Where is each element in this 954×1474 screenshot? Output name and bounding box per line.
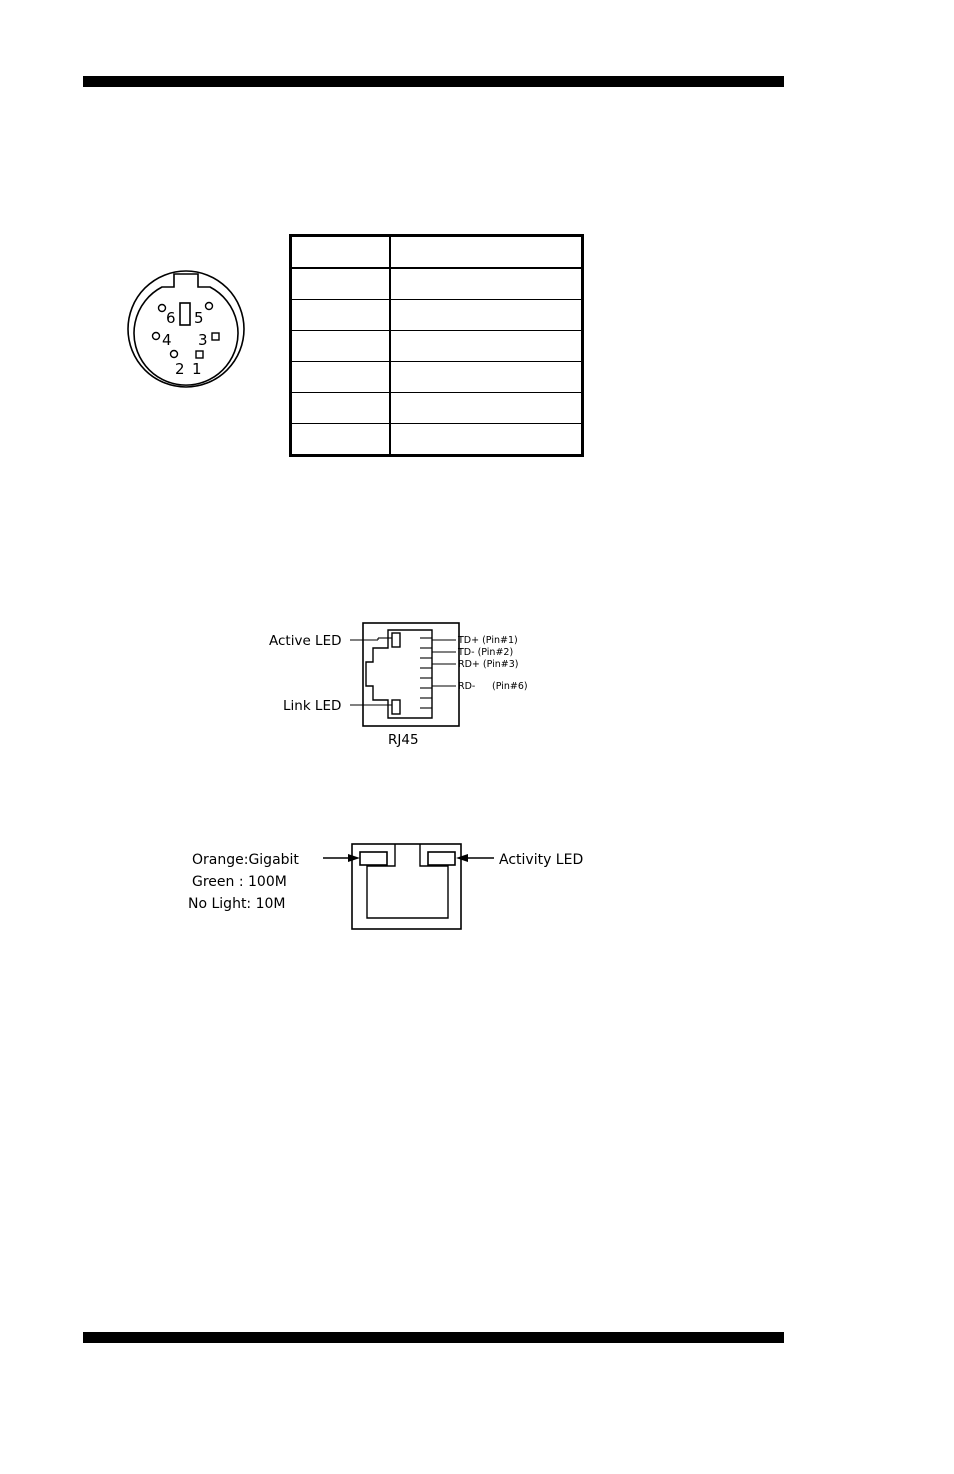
rj45-diagram bbox=[260, 616, 560, 756]
table-header-cell bbox=[291, 236, 391, 269]
pin-assignment-table bbox=[289, 234, 584, 457]
table-cell bbox=[390, 268, 583, 300]
pin-label-2: 2 bbox=[175, 360, 185, 378]
ps2-connector-diagram bbox=[120, 266, 254, 396]
pin-rd-minus-pin-label: (Pin#6) bbox=[492, 681, 528, 692]
table-header-row bbox=[291, 236, 583, 269]
pin-label-5: 5 bbox=[194, 309, 204, 327]
speed-orange-label: Orange:Gigabit bbox=[192, 852, 299, 868]
table-row bbox=[291, 424, 583, 456]
table-cell bbox=[291, 362, 391, 393]
pin-label-6: 6 bbox=[166, 309, 176, 327]
pin-label-1: 1 bbox=[192, 360, 202, 378]
table-cell bbox=[291, 268, 391, 300]
table-row bbox=[291, 362, 583, 393]
table-cell bbox=[291, 424, 391, 456]
activity-led-label: Activity LED bbox=[499, 852, 584, 868]
footer-rule bbox=[83, 1332, 784, 1343]
table-cell bbox=[291, 393, 391, 424]
table-cell bbox=[390, 393, 583, 424]
table-header-cell bbox=[390, 236, 583, 269]
table-cell bbox=[390, 300, 583, 331]
pin-rd-minus-label: RD- bbox=[458, 681, 476, 692]
table-cell bbox=[291, 300, 391, 331]
table-row bbox=[291, 300, 583, 331]
table-row bbox=[291, 393, 583, 424]
pin-rd-plus-label: RD+ (Pin#3) bbox=[458, 659, 519, 670]
table-cell bbox=[390, 362, 583, 393]
pin-label-4: 4 bbox=[162, 331, 172, 349]
pin-td-plus-label: TD+ (Pin#1) bbox=[458, 635, 518, 646]
rj45-label: RJ45 bbox=[388, 732, 419, 748]
table-row bbox=[291, 268, 583, 300]
active-led-label: Active LED bbox=[269, 633, 342, 649]
link-led-label: Link LED bbox=[283, 698, 342, 714]
header-rule bbox=[83, 76, 784, 87]
pin-td-minus-label: TD- (Pin#2) bbox=[458, 647, 514, 658]
table-cell bbox=[390, 331, 583, 362]
speed-green-label: Green : 100M bbox=[192, 874, 287, 890]
table-row bbox=[291, 331, 583, 362]
speed-none-label: No Light: 10M bbox=[188, 896, 286, 912]
table-cell bbox=[291, 331, 391, 362]
pin-label-3: 3 bbox=[198, 331, 208, 349]
lan-led-diagram bbox=[180, 836, 610, 936]
table-cell bbox=[390, 424, 583, 456]
